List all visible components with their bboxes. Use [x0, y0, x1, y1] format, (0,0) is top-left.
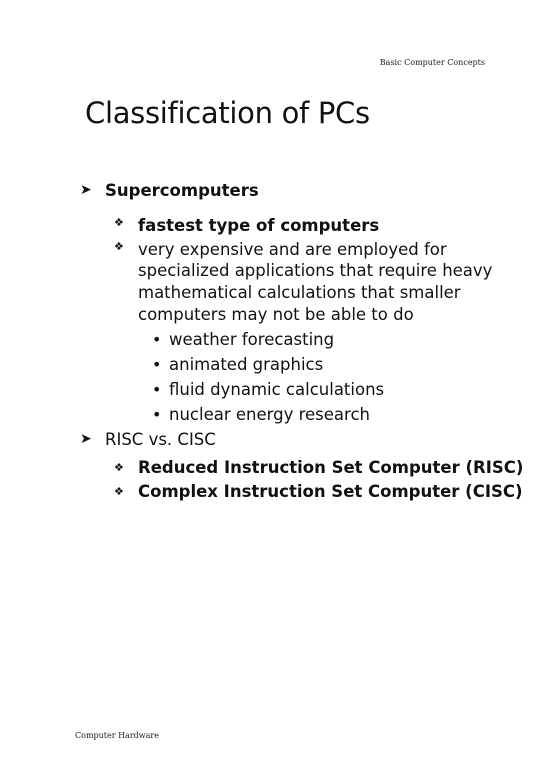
diamond-bullet-icon: ❖: [114, 485, 124, 498]
item-cisc: Complex Instruction Set Computer (CISC): [138, 482, 523, 501]
page-header: Basic Computer Concepts: [379, 58, 485, 67]
dot-bullet-icon: •: [152, 330, 162, 349]
subitem-weather: weather forecasting: [169, 330, 335, 349]
page-title: Classification of PCs: [85, 96, 370, 130]
dot-bullet-icon: •: [152, 380, 162, 399]
diamond-bullet-icon: ❖: [114, 240, 124, 253]
dot-bullet-icon: •: [152, 355, 162, 374]
diamond-bullet-icon: ❖: [114, 216, 124, 229]
item-fastest: fastest type of computers: [138, 216, 380, 235]
item-risc: Reduced Instruction Set Computer (RISC): [138, 458, 524, 477]
subitem-fluid: fluid dynamic calculations: [169, 380, 385, 399]
item-expensive-line-2: specialized applications that require heavy: [138, 261, 493, 280]
section-heading-risc-cisc: RISC vs. CISC: [105, 430, 216, 449]
diamond-bullet-icon: ❖: [114, 461, 124, 474]
arrow-bullet-icon: ➤: [80, 431, 92, 447]
item-expensive-line-1: very expensive and are employed for: [138, 240, 447, 259]
arrow-bullet-icon: ➤: [80, 182, 92, 198]
item-expensive-line-3: mathematical calculations that smaller: [138, 283, 461, 302]
dot-bullet-icon: •: [152, 405, 162, 424]
section-heading-supercomputers: Supercomputers: [105, 181, 259, 200]
page-footer: Computer Hardware: [75, 731, 159, 740]
item-expensive-line-4: computers may not be able to do: [138, 305, 414, 324]
subitem-nuclear: nuclear energy research: [169, 405, 370, 424]
subitem-graphics: animated graphics: [169, 355, 324, 374]
